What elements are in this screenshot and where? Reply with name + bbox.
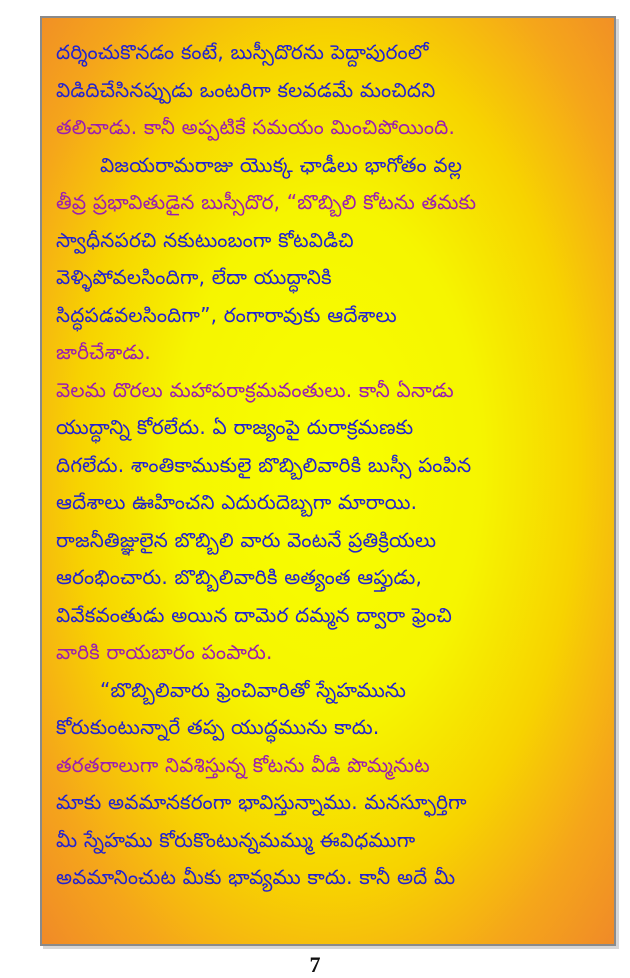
text-line: వెళ్ళిపోవలసిందిగా, లేదా యుద్ధానికి [56,265,332,289]
text-line: వారికి రాయబారం పంపారు. [56,640,273,664]
story-text [56,34,600,897]
text-panel [40,16,616,946]
text-line: “బొబ్బిలివారు ఫ్రెంచివారితో స్నేహమును [100,677,407,702]
text-line: దర్శించుకొనడం కంటే, బుస్సీదొరను పెద్దాపురంలో [56,40,429,64]
text-line: తీవ్ర ప్రభావితుడైన బుస్సీదొర, “బొబ్బిలి కోటను తమకు [56,190,477,214]
text-line: కోరుకుంటున్నారే తప్ప యుద్ధమును కాదు. [56,715,380,739]
text-line: విడిదిచేసినప్పుడు ఒంటరిగా కలవడమే మంచిదని [56,77,436,102]
text-line: స్వాధీనపరచి నకుటుంబంగా కోటవిడిచి [56,227,354,252]
text-line: ఆరంభించారు. బొబ్బిలివారికి అత్యంత ఆప్తుడు, [56,565,423,589]
text-line: తలిచాడు. కానీ అప్పటికే సమయం మించిపోయింది. [56,115,456,139]
text-line: మాకు అవమానకరంగా భావిస్తున్నాము. మనస్ఫూర్తిగా [56,790,467,814]
text-line: మీ స్నేహము కోరుకొంటున్నమమ్ము ఈవిధముగా [56,827,416,852]
text-line: వెలమ దొరలు మహాపరాక్రమవంతులు. కానీ ఏనాడు [56,377,454,402]
text-line: అవమానించుట మీకు భావ్యము కాదు. కానీ అదే మీ [56,865,456,889]
text-line: దిగలేదు. శాంతికాముకులై బొబ్బిలివారికి బుస్సీ పంపిన [56,452,472,477]
text-line: తరతరాలుగా నివశిస్తున్న కోటను వీడి పొమ్మనుట [56,752,430,777]
text-line: యుద్ధాన్ని కోరలేదు. ఏ రాజ్యంపై దురాక్రమణకు [56,415,414,439]
text-line: ఆదేశాలు ఊహించని ఎదురుదెబ్బగా మారాయి. [56,490,418,514]
text-line: జారీచేశాడు. [56,340,151,364]
text-line: వివేకవంతుడు అయిన దామెర దమ్మన ద్వారా ఫ్రెంచి [56,602,453,627]
text-line: రాజనీతిజ్ఞులైన బొబ్బిలి వారు వెంటనే ప్రతిక్రియలు [56,527,437,552]
text-line: సిద్ధపడవలసిందిగా”, రంగారావుకు ఆదేశాలు [56,302,397,327]
page-number: 7 [309,952,321,977]
text-line: విజయరామరాజు యొక్క ఛాడీలు భాగోతం వల్ల [100,152,463,177]
